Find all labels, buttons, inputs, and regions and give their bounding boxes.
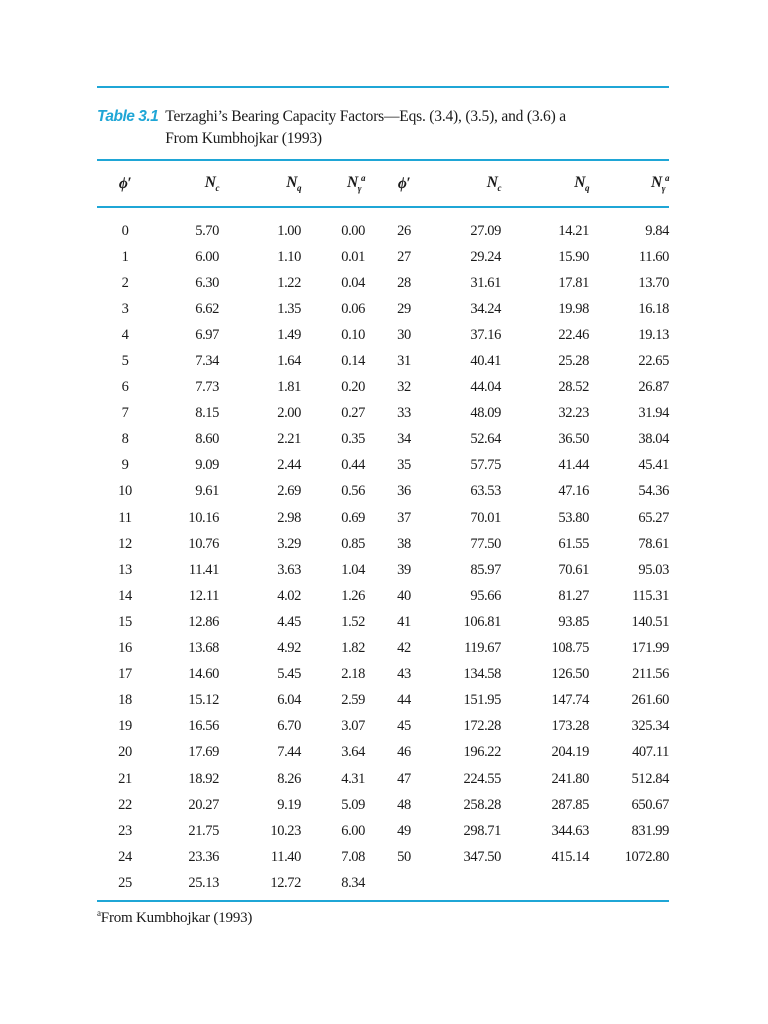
- cell-nc-2: 37.16: [470, 326, 501, 343]
- cell-ngamma-2: 650.67: [631, 796, 669, 813]
- cell-nc: 23.36: [188, 848, 219, 865]
- cell-nc-2: 298.71: [463, 822, 501, 839]
- cell-phi: 9: [121, 457, 129, 474]
- cell-nc-2: 77.50: [470, 535, 501, 552]
- cell-phi: 14: [118, 587, 132, 604]
- cell-nq-2: 108.75: [551, 640, 589, 657]
- cell-nq: 2.98: [277, 509, 301, 526]
- cell-ngamma: 1.82: [341, 640, 365, 657]
- cell-nq-2: 28.52: [558, 379, 589, 396]
- header-symbol: N: [204, 173, 216, 191]
- cell-nq-2: 287.85: [551, 796, 589, 813]
- cell-ngamma: 1.26: [341, 587, 365, 604]
- cell-phi-2: 50: [397, 848, 411, 865]
- table-body: [97, 207, 669, 896]
- cell-nq-2: 173.28: [551, 718, 589, 735]
- cell-ngamma: 4.31: [341, 770, 365, 787]
- cell-nq-2: 81.27: [558, 587, 589, 604]
- bearing-capacity-table: [97, 161, 669, 896]
- cell-phi: 16: [118, 640, 132, 657]
- cell-nc-2: 48.09: [470, 405, 501, 422]
- cell-ngamma: 0.10: [341, 326, 365, 343]
- cell-phi-2: 28: [397, 274, 411, 291]
- cell-nq: 2.00: [277, 405, 301, 422]
- cell-phi: 3: [121, 300, 129, 317]
- cell-ngamma: 2.18: [341, 666, 365, 683]
- cell-nc-2: 151.95: [463, 692, 501, 709]
- cell-ngamma-2: 95.03: [638, 561, 669, 578]
- header-symbol: ϕ′: [397, 174, 411, 192]
- footnote-text: From Kumbhojkar (1993): [100, 910, 253, 927]
- cell-ngamma: 0.27: [341, 405, 365, 422]
- footnote-mark: a: [97, 908, 101, 919]
- cell-nc-2: 95.66: [470, 587, 501, 604]
- header-nc-2: [429, 161, 515, 207]
- cell-nc: 11.41: [188, 561, 219, 578]
- header-nc: [153, 161, 233, 207]
- cell-nq-2: 17.81: [558, 274, 589, 291]
- cell-phi-2: 27: [397, 248, 411, 265]
- table-row: [97, 870, 669, 896]
- cell-phi: 15: [118, 613, 132, 630]
- cell-ngamma-2: 22.65: [638, 353, 669, 370]
- cell-phi: 21: [118, 770, 132, 787]
- cell-phi: 19: [118, 718, 132, 735]
- cell-nc-2: 44.04: [470, 379, 501, 396]
- table-row: [97, 714, 669, 740]
- cell-nq-2: 415.14: [551, 848, 589, 865]
- cell-ngamma-2: 512.84: [631, 770, 669, 787]
- cell-ngamma: 5.09: [341, 796, 365, 813]
- cell-nq-2: 61.55: [558, 535, 589, 552]
- cell-phi: 20: [118, 744, 132, 761]
- cell-nq: 6.70: [277, 718, 301, 735]
- table-label: Table 3.1: [97, 108, 159, 125]
- cell-ngamma: 1.04: [341, 561, 365, 578]
- header-subscript: γ: [661, 183, 665, 194]
- cell-nc: 25.13: [188, 874, 219, 891]
- cell-phi: 17: [118, 666, 132, 683]
- cell-ngamma: 0.06: [341, 300, 365, 317]
- cell-nc-2: 258.28: [463, 796, 501, 813]
- table-row: [97, 844, 669, 870]
- cell-ngamma: 0.85: [341, 535, 365, 552]
- cell-nc: 16.56: [188, 718, 219, 735]
- table-row: [97, 348, 669, 374]
- cell-phi: 13: [118, 561, 132, 578]
- cell-nc-2: 106.81: [463, 613, 501, 630]
- table-row: [97, 636, 669, 662]
- table-caption-text: Terzaghi’s Bearing Capacity Factors—Eqs. (3.4), (3.5), and (3.6) a From Kumbhojkar (1993): [165, 108, 566, 147]
- cell-nq-2: 41.44: [558, 457, 589, 474]
- cell-ngamma-2: 325.34: [631, 718, 669, 735]
- cell-ngamma-2: 407.11: [632, 744, 669, 761]
- table-row: [97, 244, 669, 270]
- cell-nc: 10.76: [188, 535, 219, 552]
- cell-nc: 6.97: [195, 326, 219, 343]
- table-row: [97, 322, 669, 348]
- cell-phi: 8: [121, 431, 129, 448]
- cell-nc-2: 134.58: [463, 666, 501, 683]
- cell-nc-2: 196.22: [463, 744, 501, 761]
- cell-phi: 2: [121, 274, 129, 291]
- cell-phi: 5: [121, 353, 129, 370]
- cell-nq: 10.23: [270, 822, 301, 839]
- cell-nc: 12.11: [188, 587, 219, 604]
- cell-nc: 15.12: [188, 692, 219, 709]
- header-symbol: N: [574, 173, 585, 191]
- cell-nc-2: 34.24: [470, 300, 501, 317]
- cell-nq-2: 14.21: [558, 222, 589, 239]
- header-symbol: N: [347, 174, 358, 192]
- cell-nq: 1.10: [277, 248, 301, 265]
- header-subscript: c: [497, 183, 501, 194]
- cell-nc: 5.70: [195, 222, 219, 239]
- cell-nq-2: [515, 870, 597, 896]
- cell-ngamma-2: 211.56: [632, 666, 669, 683]
- cell-nc: 14.60: [188, 666, 219, 683]
- cell-ngamma-2: 13.70: [638, 274, 669, 291]
- header-symbol: N: [286, 173, 297, 191]
- header-subscript: q: [585, 183, 589, 194]
- cell-ngamma-2: 1072.80: [624, 848, 669, 865]
- cell-nc: 9.09: [195, 457, 219, 474]
- cell-phi: 12: [118, 535, 132, 552]
- cell-phi: 10: [118, 483, 132, 500]
- cell-phi-2: 40: [397, 587, 411, 604]
- cell-nc-2: 31.61: [470, 274, 501, 291]
- cell-phi: 0: [121, 222, 129, 239]
- cell-nq: 2.21: [277, 431, 301, 448]
- header-symbol: ϕ′: [118, 174, 132, 192]
- cell-ngamma: 0.56: [341, 483, 365, 500]
- cell-nc-2: 70.01: [470, 509, 501, 526]
- cell-phi-2: 33: [397, 405, 411, 422]
- cell-ngamma-2: 38.04: [638, 431, 669, 448]
- cell-ngamma: 6.00: [341, 822, 365, 839]
- cell-nc: 18.92: [188, 770, 219, 787]
- cell-nq: 3.63: [277, 561, 301, 578]
- cell-nq: 11.40: [270, 848, 301, 865]
- cell-nc-2: 52.64: [470, 431, 501, 448]
- cell-nc: 20.27: [188, 796, 219, 813]
- cell-phi-2: 37: [397, 509, 411, 526]
- table-row: [97, 583, 669, 609]
- cell-ngamma: 0.00: [341, 222, 365, 239]
- header-superscript: a: [665, 173, 669, 184]
- cell-nc: 7.73: [195, 379, 219, 396]
- cell-ngamma: 0.69: [341, 509, 365, 526]
- cell-ngamma-2: 65.27: [638, 509, 669, 526]
- cell-nc: 6.00: [195, 248, 219, 265]
- table-row: [97, 688, 669, 714]
- header-ngamma-2: [597, 161, 669, 207]
- header-phi-2: [379, 161, 429, 207]
- cell-nc: 13.68: [188, 640, 219, 657]
- cell-nc: 12.86: [188, 613, 219, 630]
- cell-ngamma: 3.07: [341, 718, 365, 735]
- cell-ngamma: 0.35: [341, 431, 365, 448]
- table-row: [97, 427, 669, 453]
- cell-nq: 4.45: [277, 613, 301, 630]
- table-caption: [97, 88, 669, 159]
- table-footnote: [97, 908, 669, 927]
- cell-nq-2: 22.46: [558, 326, 589, 343]
- cell-phi: 22: [118, 796, 132, 813]
- cell-nq-2: 241.80: [551, 770, 589, 787]
- cell-ngamma: 0.01: [341, 248, 365, 265]
- cell-nq-2: 126.50: [551, 666, 589, 683]
- cell-phi-2: [379, 870, 429, 896]
- cell-phi: 11: [118, 509, 132, 526]
- cell-nq: 1.64: [277, 353, 301, 370]
- cell-nc-2: 347.50: [463, 848, 501, 865]
- cell-nq-2: 204.19: [551, 744, 589, 761]
- cell-phi-2: 46: [397, 744, 411, 761]
- cell-ngamma-2: 11.60: [638, 248, 669, 265]
- header-nq-2: [515, 161, 597, 207]
- cell-phi-2: 31: [397, 353, 411, 370]
- cell-nc-2: 119.67: [464, 640, 501, 657]
- header-nq: [233, 161, 307, 207]
- cell-ngamma-2: 16.18: [638, 300, 669, 317]
- table-header-row: [97, 161, 669, 207]
- cell-nq: 6.04: [277, 692, 301, 709]
- table-row: [97, 792, 669, 818]
- table-row: [97, 766, 669, 792]
- cell-nq-2: 15.90: [558, 248, 589, 265]
- cell-ngamma: 3.64: [341, 744, 365, 761]
- cell-nc-2: 224.55: [463, 770, 501, 787]
- header-subscript: γ: [357, 183, 361, 194]
- table-row: [97, 609, 669, 635]
- cell-nq: 1.35: [277, 300, 301, 317]
- cell-nq-2: 25.28: [558, 353, 589, 370]
- cell-nc: 9.61: [195, 483, 219, 500]
- cell-nq-2: 93.85: [558, 613, 589, 630]
- cell-ngamma-2: [597, 870, 669, 896]
- header-symbol: N: [486, 173, 498, 191]
- cell-nc: 10.16: [188, 509, 219, 526]
- cell-phi-2: 35: [397, 457, 411, 474]
- cell-phi: 4: [121, 326, 129, 343]
- table-row: [97, 453, 669, 479]
- cell-ngamma-2: 140.51: [631, 613, 669, 630]
- cell-nc: 17.69: [188, 744, 219, 761]
- cell-nc: 8.15: [195, 405, 219, 422]
- cell-nq-2: 70.61: [558, 561, 589, 578]
- cell-nq: 2.44: [277, 457, 301, 474]
- cell-nq: 9.19: [277, 796, 301, 813]
- cell-ngamma-2: 31.94: [638, 405, 669, 422]
- cell-phi: 23: [118, 822, 132, 839]
- cell-nq: 1.22: [277, 274, 301, 291]
- cell-phi-2: 32: [397, 379, 411, 396]
- cell-nq-2: 47.16: [558, 483, 589, 500]
- cell-nq-2: 147.74: [551, 692, 589, 709]
- cell-ngamma-2: 831.99: [631, 822, 669, 839]
- cell-nc: 7.34: [195, 353, 219, 370]
- cell-nc-2: 27.09: [470, 222, 501, 239]
- cell-phi-2: 47: [397, 770, 411, 787]
- cell-phi-2: 42: [397, 640, 411, 657]
- cell-ngamma-2: 54.36: [638, 483, 669, 500]
- table-row: [97, 531, 669, 557]
- cell-phi-2: 48: [397, 796, 411, 813]
- cell-phi-2: 26: [397, 222, 411, 239]
- cell-nq: 8.26: [277, 770, 301, 787]
- cell-phi: 25: [118, 874, 132, 891]
- table-row: [97, 818, 669, 844]
- cell-phi: 24: [118, 848, 132, 865]
- cell-nc-2: 63.53: [470, 483, 501, 500]
- cell-ngamma-2: 171.99: [631, 640, 669, 657]
- table-row: [97, 557, 669, 583]
- cell-nq: 5.45: [277, 666, 301, 683]
- cell-phi-2: 30: [397, 326, 411, 343]
- table-row: [97, 401, 669, 427]
- table-container: [97, 86, 669, 927]
- cell-phi-2: 39: [397, 561, 411, 578]
- cell-nq-2: 32.23: [558, 405, 589, 422]
- header-ngamma: [307, 161, 379, 207]
- table-row: [97, 740, 669, 766]
- cell-phi: 7: [121, 405, 129, 422]
- cell-phi-2: 29: [397, 300, 411, 317]
- header-phi: [97, 161, 153, 207]
- cell-ngamma-2: 78.61: [638, 535, 669, 552]
- cell-ngamma-2: 19.13: [638, 326, 669, 343]
- cell-nq-2: 344.63: [551, 822, 589, 839]
- header-superscript: a: [361, 173, 365, 184]
- cell-ngamma-2: 261.60: [631, 692, 669, 709]
- cell-nc: 21.75: [188, 822, 219, 839]
- cell-ngamma: 2.59: [341, 692, 365, 709]
- table-row: [97, 375, 669, 401]
- cell-nq: 4.92: [277, 640, 301, 657]
- table-row: [97, 479, 669, 505]
- cell-nq: 1.49: [277, 326, 301, 343]
- cell-nq-2: 19.98: [558, 300, 589, 317]
- table-row: [97, 207, 669, 244]
- cell-nc-2: [429, 870, 515, 896]
- cell-nq-2: 53.80: [558, 509, 589, 526]
- cell-nc: 8.60: [195, 431, 219, 448]
- cell-nc: 6.30: [195, 274, 219, 291]
- cell-nq: 4.02: [277, 587, 301, 604]
- cell-phi: 18: [118, 692, 132, 709]
- cell-ngamma-2: 26.87: [638, 379, 669, 396]
- cell-phi: 1: [121, 248, 129, 265]
- cell-ngamma: 0.20: [341, 379, 365, 396]
- cell-phi-2: 34: [397, 431, 411, 448]
- cell-ngamma: 7.08: [341, 848, 365, 865]
- cell-nq: 1.81: [277, 379, 301, 396]
- table-row: [97, 270, 669, 296]
- cell-nc-2: 57.75: [470, 457, 501, 474]
- cell-phi-2: 44: [397, 692, 411, 709]
- cell-nc: 6.62: [195, 300, 219, 317]
- cell-phi-2: 38: [397, 535, 411, 552]
- cell-ngamma: 8.34: [341, 874, 365, 891]
- cell-phi-2: 43: [397, 666, 411, 683]
- cell-ngamma: 1.52: [341, 613, 365, 630]
- cell-phi-2: 36: [397, 483, 411, 500]
- cell-phi-2: 41: [397, 613, 411, 630]
- cell-phi-2: 45: [397, 718, 411, 735]
- cell-ngamma-2: 45.41: [638, 457, 669, 474]
- cell-nq: 7.44: [277, 744, 301, 761]
- cell-ngamma: 0.04: [341, 274, 365, 291]
- table-row: [97, 296, 669, 322]
- cell-nc-2: 40.41: [470, 353, 501, 370]
- cell-nc-2: 172.28: [463, 718, 501, 735]
- cell-nq: 2.69: [277, 483, 301, 500]
- cell-phi: 6: [121, 379, 129, 396]
- cell-nc-2: 85.97: [470, 561, 501, 578]
- cell-ngamma-2: 9.84: [645, 222, 669, 239]
- header-subscript: q: [297, 183, 301, 194]
- cell-ngamma-2: 115.31: [632, 587, 669, 604]
- cell-phi-2: 49: [397, 822, 411, 839]
- cell-nq: 12.72: [270, 874, 301, 891]
- cell-ngamma: 0.14: [341, 353, 365, 370]
- cell-nq: 3.29: [277, 535, 301, 552]
- bottom-rule: [97, 900, 669, 902]
- cell-nc-2: 29.24: [470, 248, 501, 265]
- table-row: [97, 662, 669, 688]
- header-symbol: N: [651, 174, 662, 192]
- table-row: [97, 505, 669, 531]
- cell-nq: 1.00: [277, 222, 301, 239]
- cell-nq-2: 36.50: [558, 431, 589, 448]
- header-subscript: c: [215, 183, 219, 194]
- cell-ngamma: 0.44: [341, 457, 365, 474]
